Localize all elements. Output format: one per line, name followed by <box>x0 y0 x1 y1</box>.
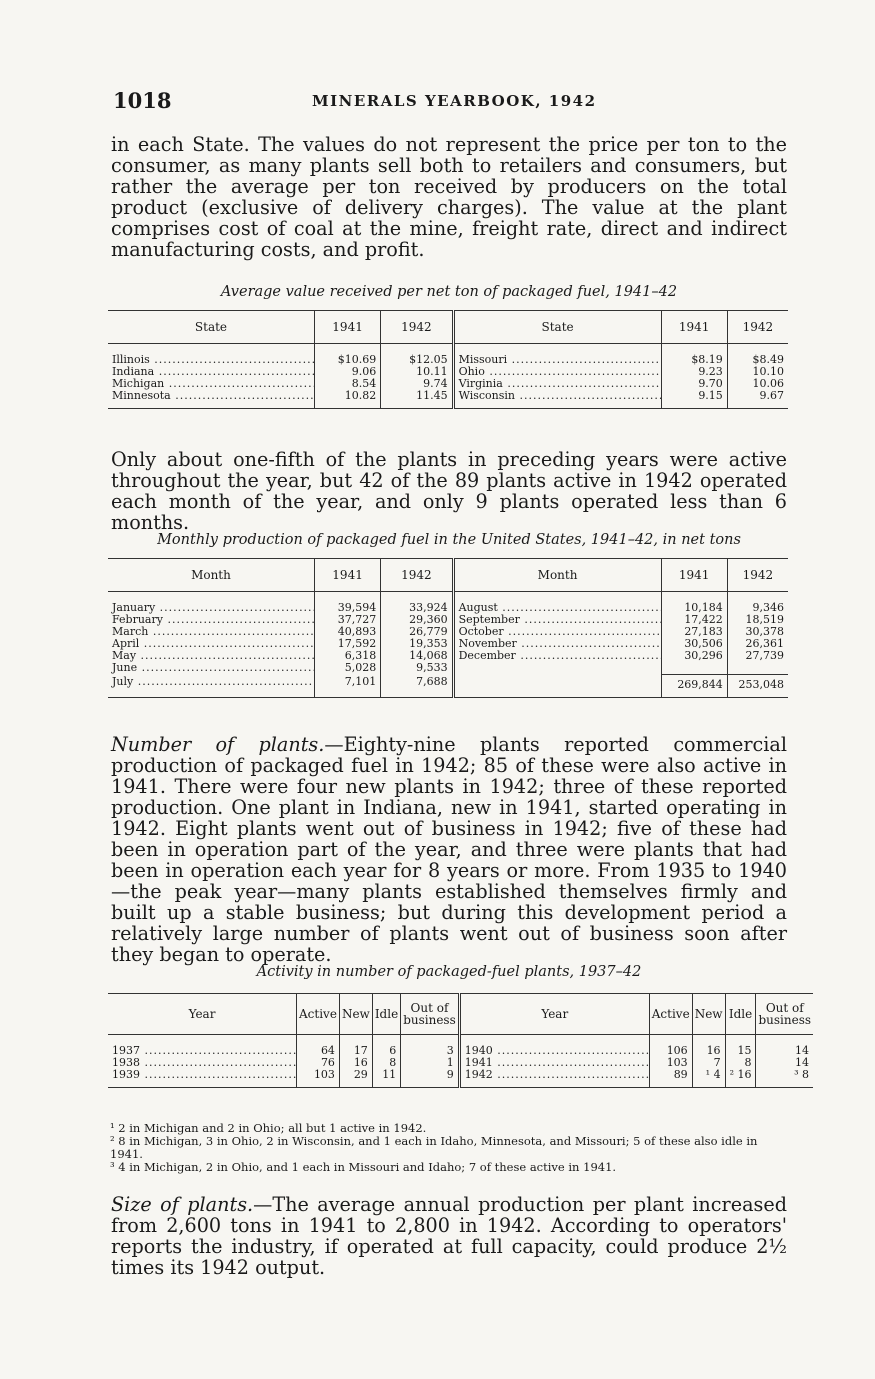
paragraph-value-explanation: in each State. The values do not represent the price per ton to the consumer, as many plants sell both to retailers and consumers, but rather the average per ton received by producers on the total product (exclusive of delivery charges). The value at the plant comprises cost of coal at the mine, freight rate, direct and indirect manufacturing costs, and profit. <box>111 133 787 261</box>
month-name: June <box>112 662 138 674</box>
table-row <box>108 592 788 615</box>
value-cell: 18,519 <box>727 614 788 626</box>
table-monthly-production <box>108 558 788 698</box>
value-cell: 9.06 <box>314 366 380 378</box>
state-name: Indiana <box>112 366 155 378</box>
year: 1940 <box>464 1044 493 1057</box>
year: 1942 <box>464 1069 493 1081</box>
table-row <box>108 650 788 662</box>
value-cell: 103 <box>297 1069 340 1088</box>
column-header: 1941 <box>314 311 380 344</box>
value-cell: 29 <box>339 1069 372 1088</box>
column-header: 1942 <box>381 559 453 592</box>
value-cell: 10.82 <box>314 390 380 409</box>
month-name: September <box>458 614 520 626</box>
column-header: Out of business <box>756 994 813 1035</box>
table-row <box>108 344 788 367</box>
month-name: December <box>458 650 516 662</box>
state-name: Illinois <box>112 353 150 366</box>
footnote-2: ² 8 in Michigan, 3 in Ohio, 2 in Wisconsin, and 1 each in Idaho, Minnesota, and Missouri; 5 of these also idle in 1941. <box>110 1134 758 1161</box>
value-cell: 14 <box>756 1057 813 1069</box>
total-1941: 269,844 <box>661 674 727 697</box>
month-name: August <box>458 601 498 614</box>
value-cell: 76 <box>297 1057 340 1069</box>
column-header: Out of business <box>401 994 460 1035</box>
table-row <box>108 662 788 674</box>
column-header: 1941 <box>661 311 727 344</box>
value-cell: 6 <box>372 1035 400 1058</box>
month-name: November <box>458 638 517 650</box>
value-cell: 106 <box>649 1035 692 1058</box>
value-cell: 10.11 <box>381 366 453 378</box>
table-row <box>108 1035 813 1058</box>
column-header: Month <box>108 559 314 592</box>
month-name: April <box>112 638 140 650</box>
value-cell: 89 <box>649 1069 692 1088</box>
value-cell: 103 <box>649 1057 692 1069</box>
month-name: March <box>112 626 149 638</box>
value-cell: $8.19 <box>661 344 727 367</box>
table1-caption: Average value received per net ton of packaged fuel, 1941–42 <box>220 284 678 300</box>
value-cell: 64 <box>297 1035 340 1058</box>
value-cell: $10.69 <box>314 344 380 367</box>
value-cell: 27,739 <box>727 650 788 662</box>
value-cell: 19,353 <box>381 638 453 650</box>
value-cell: 16 <box>339 1057 372 1069</box>
state-name: Wisconsin <box>458 390 515 402</box>
column-header: Active <box>649 994 692 1035</box>
state-name: Michigan <box>112 378 165 390</box>
column-header: 1942 <box>727 559 788 592</box>
month-name: July <box>112 675 134 689</box>
value-cell: 6,318 <box>314 650 380 662</box>
value-cell: 8.54 <box>314 378 380 390</box>
table-row <box>108 1069 813 1088</box>
value-cell: 15 <box>725 1035 756 1058</box>
value-cell: 10.10 <box>727 366 788 378</box>
table-row <box>108 390 788 409</box>
table2-caption: Monthly production of packaged fuel in the United States, 1941–42, in net tons <box>157 532 741 548</box>
value-cell: 9.70 <box>661 378 727 390</box>
value-cell: ¹ 4 <box>692 1069 725 1088</box>
year: 1939 <box>112 1069 140 1081</box>
column-header: New <box>339 994 372 1035</box>
table-row <box>108 366 788 378</box>
paragraph-body: —Eighty-nine plants reported commercial production of packaged fuel in 1942; 85 of these were also active in 1941. There were four new plants in 1942; three of these reported production. One plant in Indiana, new in 1941, started operating in 1942. Eight plants went out of business in 1942; five of these had been in operation part of the year, and three were plants that had been in operation each year for 8 years or more. From 1935 to 1940—the peak year—many plants established themselves firmly and built up a stable business; but during this development period a relatively large number of plants went out of business soon after they began to operate. <box>111 733 787 966</box>
year: 1941 <box>464 1057 493 1069</box>
value-cell: 30,506 <box>661 638 727 650</box>
value-cell: 26,361 <box>727 638 788 650</box>
year: 1937 <box>112 1044 140 1057</box>
column-header: New <box>692 994 725 1035</box>
value-cell: 1 <box>401 1057 460 1069</box>
state-name: Ohio <box>458 366 485 378</box>
column-header: 1942 <box>727 311 788 344</box>
value-cell: 26,779 <box>381 626 453 638</box>
state-name: Virginia <box>458 378 503 390</box>
value-cell: ² 16 <box>725 1069 756 1088</box>
value-cell: 7,688 <box>381 674 453 697</box>
footnote-1: ¹ 2 in Michigan and 2 in Ohio; all but 1 active in 1942. <box>110 1121 427 1135</box>
value-cell: 8 <box>725 1057 756 1069</box>
month-name: January <box>112 601 156 614</box>
value-cell: 9 <box>401 1069 460 1088</box>
paragraph-activity: Only about one-fifth of the plants in preceding years were active throughout the year, but 42 of the 89 plants active in 1942 operated each month of the year, and only 9 plants operated less than 6 months. <box>111 448 787 534</box>
value-cell: 11.45 <box>381 390 453 409</box>
column-header: Year <box>459 994 649 1035</box>
value-cell: 10,184 <box>661 592 727 615</box>
value-cell: 11 <box>372 1069 400 1088</box>
lead-in: Number of plants. <box>111 733 325 756</box>
value-cell: $12.05 <box>381 344 453 367</box>
value-cell: 9.67 <box>727 390 788 409</box>
total-1942: 253,048 <box>727 674 788 697</box>
value-cell: 40,893 <box>314 626 380 638</box>
value-cell: 9.74 <box>381 378 453 390</box>
column-header: State <box>108 311 314 344</box>
column-header: Idle <box>372 994 400 1035</box>
column-header: Idle <box>725 994 756 1035</box>
value-cell: 39,594 <box>314 592 380 615</box>
value-cell: 14,068 <box>381 650 453 662</box>
table-row <box>108 674 788 697</box>
column-header: 1941 <box>661 559 727 592</box>
value-cell: 27,183 <box>661 626 727 638</box>
state-name: Missouri <box>458 353 508 366</box>
value-cell: 17,422 <box>661 614 727 626</box>
state-name: Minnesota <box>112 390 171 402</box>
column-header: Year <box>108 994 297 1035</box>
value-cell: 5,028 <box>314 662 380 674</box>
value-cell: 37,727 <box>314 614 380 626</box>
table3-caption: Activity in number of packaged-fuel plants, 1937–42 <box>256 964 642 980</box>
value-cell: 17 <box>339 1035 372 1058</box>
month-name: February <box>112 614 163 626</box>
month-name: May <box>112 650 137 662</box>
table-average-value <box>108 310 788 409</box>
table-plant-activity <box>108 993 813 1088</box>
value-cell: $8.49 <box>727 344 788 367</box>
value-cell: 16 <box>692 1035 725 1058</box>
value-cell: 9.15 <box>661 390 727 409</box>
paragraph-number-of-plants <box>111 734 787 965</box>
month-name: October <box>458 626 504 638</box>
value-cell: 7 <box>692 1057 725 1069</box>
value-cell: 17,592 <box>314 638 380 650</box>
value-cell: 14 <box>756 1035 813 1058</box>
lead-in: Size of plants. <box>111 1193 254 1216</box>
value-cell: 9.23 <box>661 366 727 378</box>
value-cell: 7,101 <box>314 674 380 697</box>
value-cell: 30,296 <box>661 650 727 662</box>
value-cell: 30,378 <box>727 626 788 638</box>
value-cell: 8 <box>372 1057 400 1069</box>
column-header: Month <box>453 559 661 592</box>
value-cell: 10.06 <box>727 378 788 390</box>
column-header: Active <box>297 994 340 1035</box>
page-number: 1018 <box>113 88 172 113</box>
value-cell: 9,346 <box>727 592 788 615</box>
value-cell: 29,360 <box>381 614 453 626</box>
table-row <box>108 378 788 390</box>
value-cell: 9,533 <box>381 662 453 674</box>
column-header: 1942 <box>381 311 453 344</box>
value-cell: 3 <box>401 1035 460 1058</box>
running-title: MINERALS YEARBOOK, 1942 <box>312 92 597 110</box>
footnote-3: ³ 4 in Michigan, 2 in Ohio, and 1 each in Missouri and Idaho; 7 of these active in 1941. <box>110 1160 617 1174</box>
paragraph-size-of-plants <box>111 1194 787 1278</box>
value-cell: 33,924 <box>381 592 453 615</box>
year: 1938 <box>112 1057 140 1069</box>
column-header: State <box>453 311 661 344</box>
value-cell: ³ 8 <box>756 1069 813 1088</box>
paragraph-body: —The average annual production per plant increased from 2,600 tons in 1941 to 2,800 in 1942. According to operators' reports the industry, if operated at full capacity, could produce 2½ times its 1942 output. <box>111 1193 787 1279</box>
column-header: 1941 <box>314 559 380 592</box>
